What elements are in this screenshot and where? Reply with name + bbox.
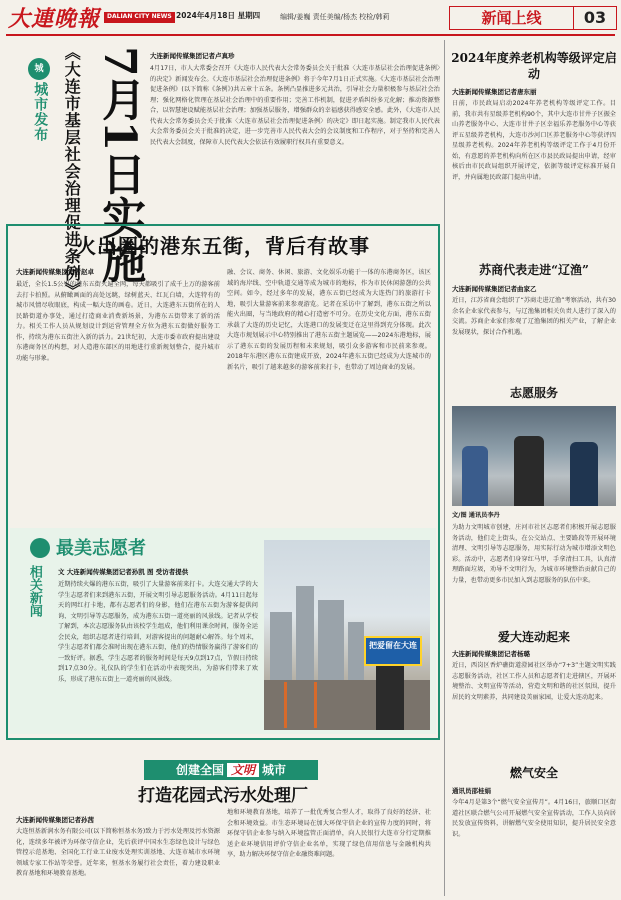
elderly-care-body: 日前，市民政局启动2024年养老机构等级评定工作。目前，我市共有星级养老机构90个，其中大连市甘井子区振全山养老服务中心、大连市甘井子区幸福乐养老服务中心等获评五星级养老机构，大连市沙河口区养老服务中心等获评四星级养老机构。2024年养老机构等级评定工作于4月份开始，有意愿的养老机构向所在区市县民政局提出申请，经审核后由市民政局组织开展评定，依据等级评定标准开展自评，并向属地民政部门提出申请。 bbox=[452, 100, 616, 181]
civilized-city-banner bbox=[144, 760, 318, 780]
street bbox=[264, 680, 430, 730]
banner-highlight-text: 文明 bbox=[227, 763, 259, 777]
newspaper-logo-english: DALIAN CITY NEWS bbox=[104, 12, 175, 23]
column-label: 城市发布 bbox=[32, 82, 49, 142]
civilized-body-column-2: 地和环境教育基地，培养了一批优秀复合型人才，取得了良好的经济、社会和环境效益。市生态环境局在加大环保守信企业的宣传力度的同时，将环保守信企业参与纳入环境监管正面清单，向人民银行大连市分行定期推送企业环境信用评价守信企业名单，实现了绿色信用信息与金融机构共享，助力解决环保守信企业融资难问题。 bbox=[227, 809, 431, 858]
elderly-care-headline[interactable]: 2024年度养老机构等级评定启动 bbox=[451, 51, 617, 81]
editor-credits: 编辑/姜巍 责任美编/杨杰 校检/韩莉 bbox=[280, 13, 390, 21]
volunteer-headline[interactable]: 最美志愿者 bbox=[56, 538, 146, 559]
jiangsu-merchants-body: 近日，江苏省商会组织了“苏商走进辽渔”考察活动，共有30余名企业家代表参与，与辽渔集团相关负责人进行了深入的交流。苏商企业家们参观了辽渔集团的相关产业，了解企业发展现状，探讨合作机遇。 bbox=[452, 297, 616, 336]
feature-byline: 大连新闻传媒集团记者赵卓 bbox=[16, 268, 94, 276]
volunteer-sign: 把爱留在大连 bbox=[364, 636, 422, 666]
newspaper-logo: 大連晚報 bbox=[8, 6, 101, 32]
related-news-label: 相关新闻 bbox=[26, 565, 42, 617]
civilized-headline[interactable]: 打造花园式污水处理厂 bbox=[138, 786, 308, 806]
gas-safety-body: 今年4月是第3个“燃气安全宣传月”。4月16日，旅顺口区街道社区联合燃气公司开展燃气安全宣传活动，工作人员向居民发放宣传资料，讲解燃气安全使用知识，提升居民安全意识。 bbox=[452, 799, 616, 838]
top-story-body: 4月17日，市人大常委会召开《大连市人民代表大会常务委员会关于批准〈大连市基层社会治理促进条例〉的决定》新闻发布会。《大连市基层社会治理促进条例》将于今年7月1日正式实施。《大连市基层社会治理促进条例》(以下简称《条例》)共五章十五条。条例凸显推进多元共治，引导社会力量积极参与基层社会治理；强化网格化管理在基层社会治理中的重要作用；完善工作机制，促进矛盾纠纷多元化解；推动资源整合，以智慧建设赋能基层社会治理；加强基层服务，增强群众的幸福感获得感安全感。此外，《大连市人民代表大会常务委员会关于批准〈大连市基层社会治理促进条例〉的决定》即日起实施。制定我市人民代表大会常务委员会关于批准的决定，进一步完善市人民代表大会的会议制度和工作程序，对于坚持和完善人民代表大会制度，保障市人民代表大会依法有效履职行权具有重要意义。 bbox=[150, 65, 440, 146]
issue-date: 2024年4月18日 星期四 bbox=[176, 11, 261, 20]
civilized-byline: 大连新闻传媒集团记者孙茜 bbox=[16, 816, 94, 824]
column-divider bbox=[444, 40, 445, 896]
building bbox=[270, 612, 292, 682]
top-story-byline: 大连新闻传媒集团记者卢真珍 bbox=[150, 52, 235, 60]
volunteer-dot-icon bbox=[30, 538, 50, 558]
building bbox=[348, 622, 364, 682]
banner-right-text: 城市 bbox=[262, 763, 287, 777]
volunteer-service-body: 为助力文明城市创建，庄河市社区志愿者们积极开展志愿服务活动，他们走上街头，在公交站点、主要路段等开展环境清理、文明引导等志愿服务，用实际行动为城市增添文明色彩。活动中，志愿者们身穿红马甲，手拿清扫工具，认真清理路面垃圾，劝导不文明行为，为城市环境整治贡献自己的力量，也带动更多市民加入到志愿服务的队伍中来。 bbox=[452, 524, 616, 584]
section-title: 新闻上线 bbox=[449, 6, 573, 30]
feature-headline[interactable]: 火出圈的港东五街，背后有故事 bbox=[76, 234, 370, 258]
love-dalian-headline[interactable]: 爱大连动起来 bbox=[497, 630, 570, 644]
jiangsu-merchants-byline: 大连新闻传媒集团记者曲家乙 bbox=[452, 285, 537, 293]
building bbox=[296, 586, 314, 682]
gas-safety-byline: 通讯员邵桂娟 bbox=[452, 787, 491, 795]
banner-left-text: 创建全国 bbox=[175, 763, 224, 777]
volunteer-photo bbox=[264, 540, 430, 730]
love-dalian-body: 近日，西岗区香炉礁街道澄园社区举办“7+3”主题文明实践志愿服务活动，社区工作人员和志愿者们走进辖区，开展环境整治、文明宣传等活动，营造文明和谐的社区氛围，提升居民的文明素养，共同建设美丽家园，让爱大连动起来。 bbox=[452, 662, 616, 701]
building bbox=[318, 600, 344, 682]
volunteer-service-photo bbox=[452, 406, 616, 506]
top-story-headline[interactable]: 7月1日实施 bbox=[94, 46, 145, 284]
top-story-kicker: 《大连市基层社会治理促进条例》 bbox=[62, 44, 82, 299]
volunteer-service-caption: 文/图 通讯员李丹 bbox=[452, 512, 500, 519]
volunteer-body: 近期持续火爆的港东五街，吸引了大量游客前来打卡。大连交通大学的大学生志愿者们来到港东五街，开展文明引导志愿服务活动。4月11日起每天的网红打卡地，都有志愿者们的身影，他们在港东五街为游客提供问询、文明引导等志愿服务，成为港东五街一道亮丽的风景线。记者从学校了解到，本次志愿服务队由该校学生组成，他们利用课余时间，服务全运会民众，组织志愿者进行培训，对游客提出的问题耐心解答。每个周末，学生志愿者们都会准时出现在港东五街，他们的热情服务赢得了游客们的一致好评。据悉，学生志愿者的服务时间是每天9点到17点，节假日持续到17点30分。礼仪队的学生们在活动中表现突出，为游客们带来了欢乐，形成了港东五街上一道亮丽的风景线。 bbox=[58, 581, 258, 683]
jiangsu-merchants-headline[interactable]: 苏商代表走进“辽渔” bbox=[479, 263, 589, 277]
city-release-icon: 城 bbox=[28, 58, 50, 80]
civilized-body-column-1: 大连恒基新润水务有限公司(以下简称恒基水务)致力于污水处理及污水资源化，连续多年被评为环保守信企业，先后获评中国水生态绿色设计与绿色管控示范基地、全国化工行业工业废水处理实训基地、大连市城市水环境领域专家工作站等荣誉。近年来，恒基水务履行社会责任，着力建设职业教育基地和环境教育基地。 bbox=[16, 828, 220, 877]
feature-body-column-2: 融、会议、商务、休闲、旅游、文化娱乐功能于一体的东港商务区，该区域的海岸线、空中轨道交通等成为城市的地标，作为市民休闲游憩的公共空间。如今，经过多年的发展，港东五街已经成为大连热门的旅游打卡地，吸引大量游客前来参观游览。记者在采访中了解到，港东五街之所以能火出圈，与当地政府的精心打造密不可分。在历史文化方面，港东五街承载了大连的历史记忆，大连港口的发展变迁在这里得到充分体现。此次大连市规划展示中心特别推出了港东五街主题展览——2024东港地标，展示了港东五街的发展历程和未来规划，吸引众多游客和市民前来参观。2018年东港区港东五街建成开放，2024年港东五街已经成为大连城市的新名片，吸引了越来越多的游客前来打卡，也带动了周边商业的发展。 bbox=[227, 269, 431, 371]
volunteer-service-headline[interactable]: 志愿服务 bbox=[509, 386, 558, 400]
elderly-care-byline: 大连新闻传媒集团记者唐东丽 bbox=[452, 88, 537, 96]
masthead bbox=[0, 0, 621, 38]
love-dalian-byline: 大连新闻传媒集团记者杨璐 bbox=[452, 650, 530, 658]
masthead-rule bbox=[6, 34, 615, 36]
page-number: 03 bbox=[573, 6, 617, 30]
volunteer-byline: 文 大连新闻传媒集团记者孙凯 图 受访者提供 bbox=[58, 568, 189, 576]
feature-body-column-1: 最近，全长1.5公里的港东五街火遍全网，每天都吸引了成千上万的游客前去打卡拍照。从俯瞰画面的高处远眺，绿树蓝天、红瓦白墙，大连特有的城市风情尽收眼底，构成一幅大连的画卷。近日，大连港东五街所在的人民路街道办事处，通过打造商业消费新场景，为港东五街带来了新的活力。相关工作人员从规划设计到运营管理全方位为港东五街做好服务工作，持续为港东五街注入新的活力。21世纪初，大连市委市政府提出建设东港商务区的构想，对人造港东部区的用地进行重新规划整合，提升城市功能与形象。 bbox=[16, 281, 220, 362]
gas-safety-headline[interactable]: 燃气安全 bbox=[509, 766, 558, 780]
